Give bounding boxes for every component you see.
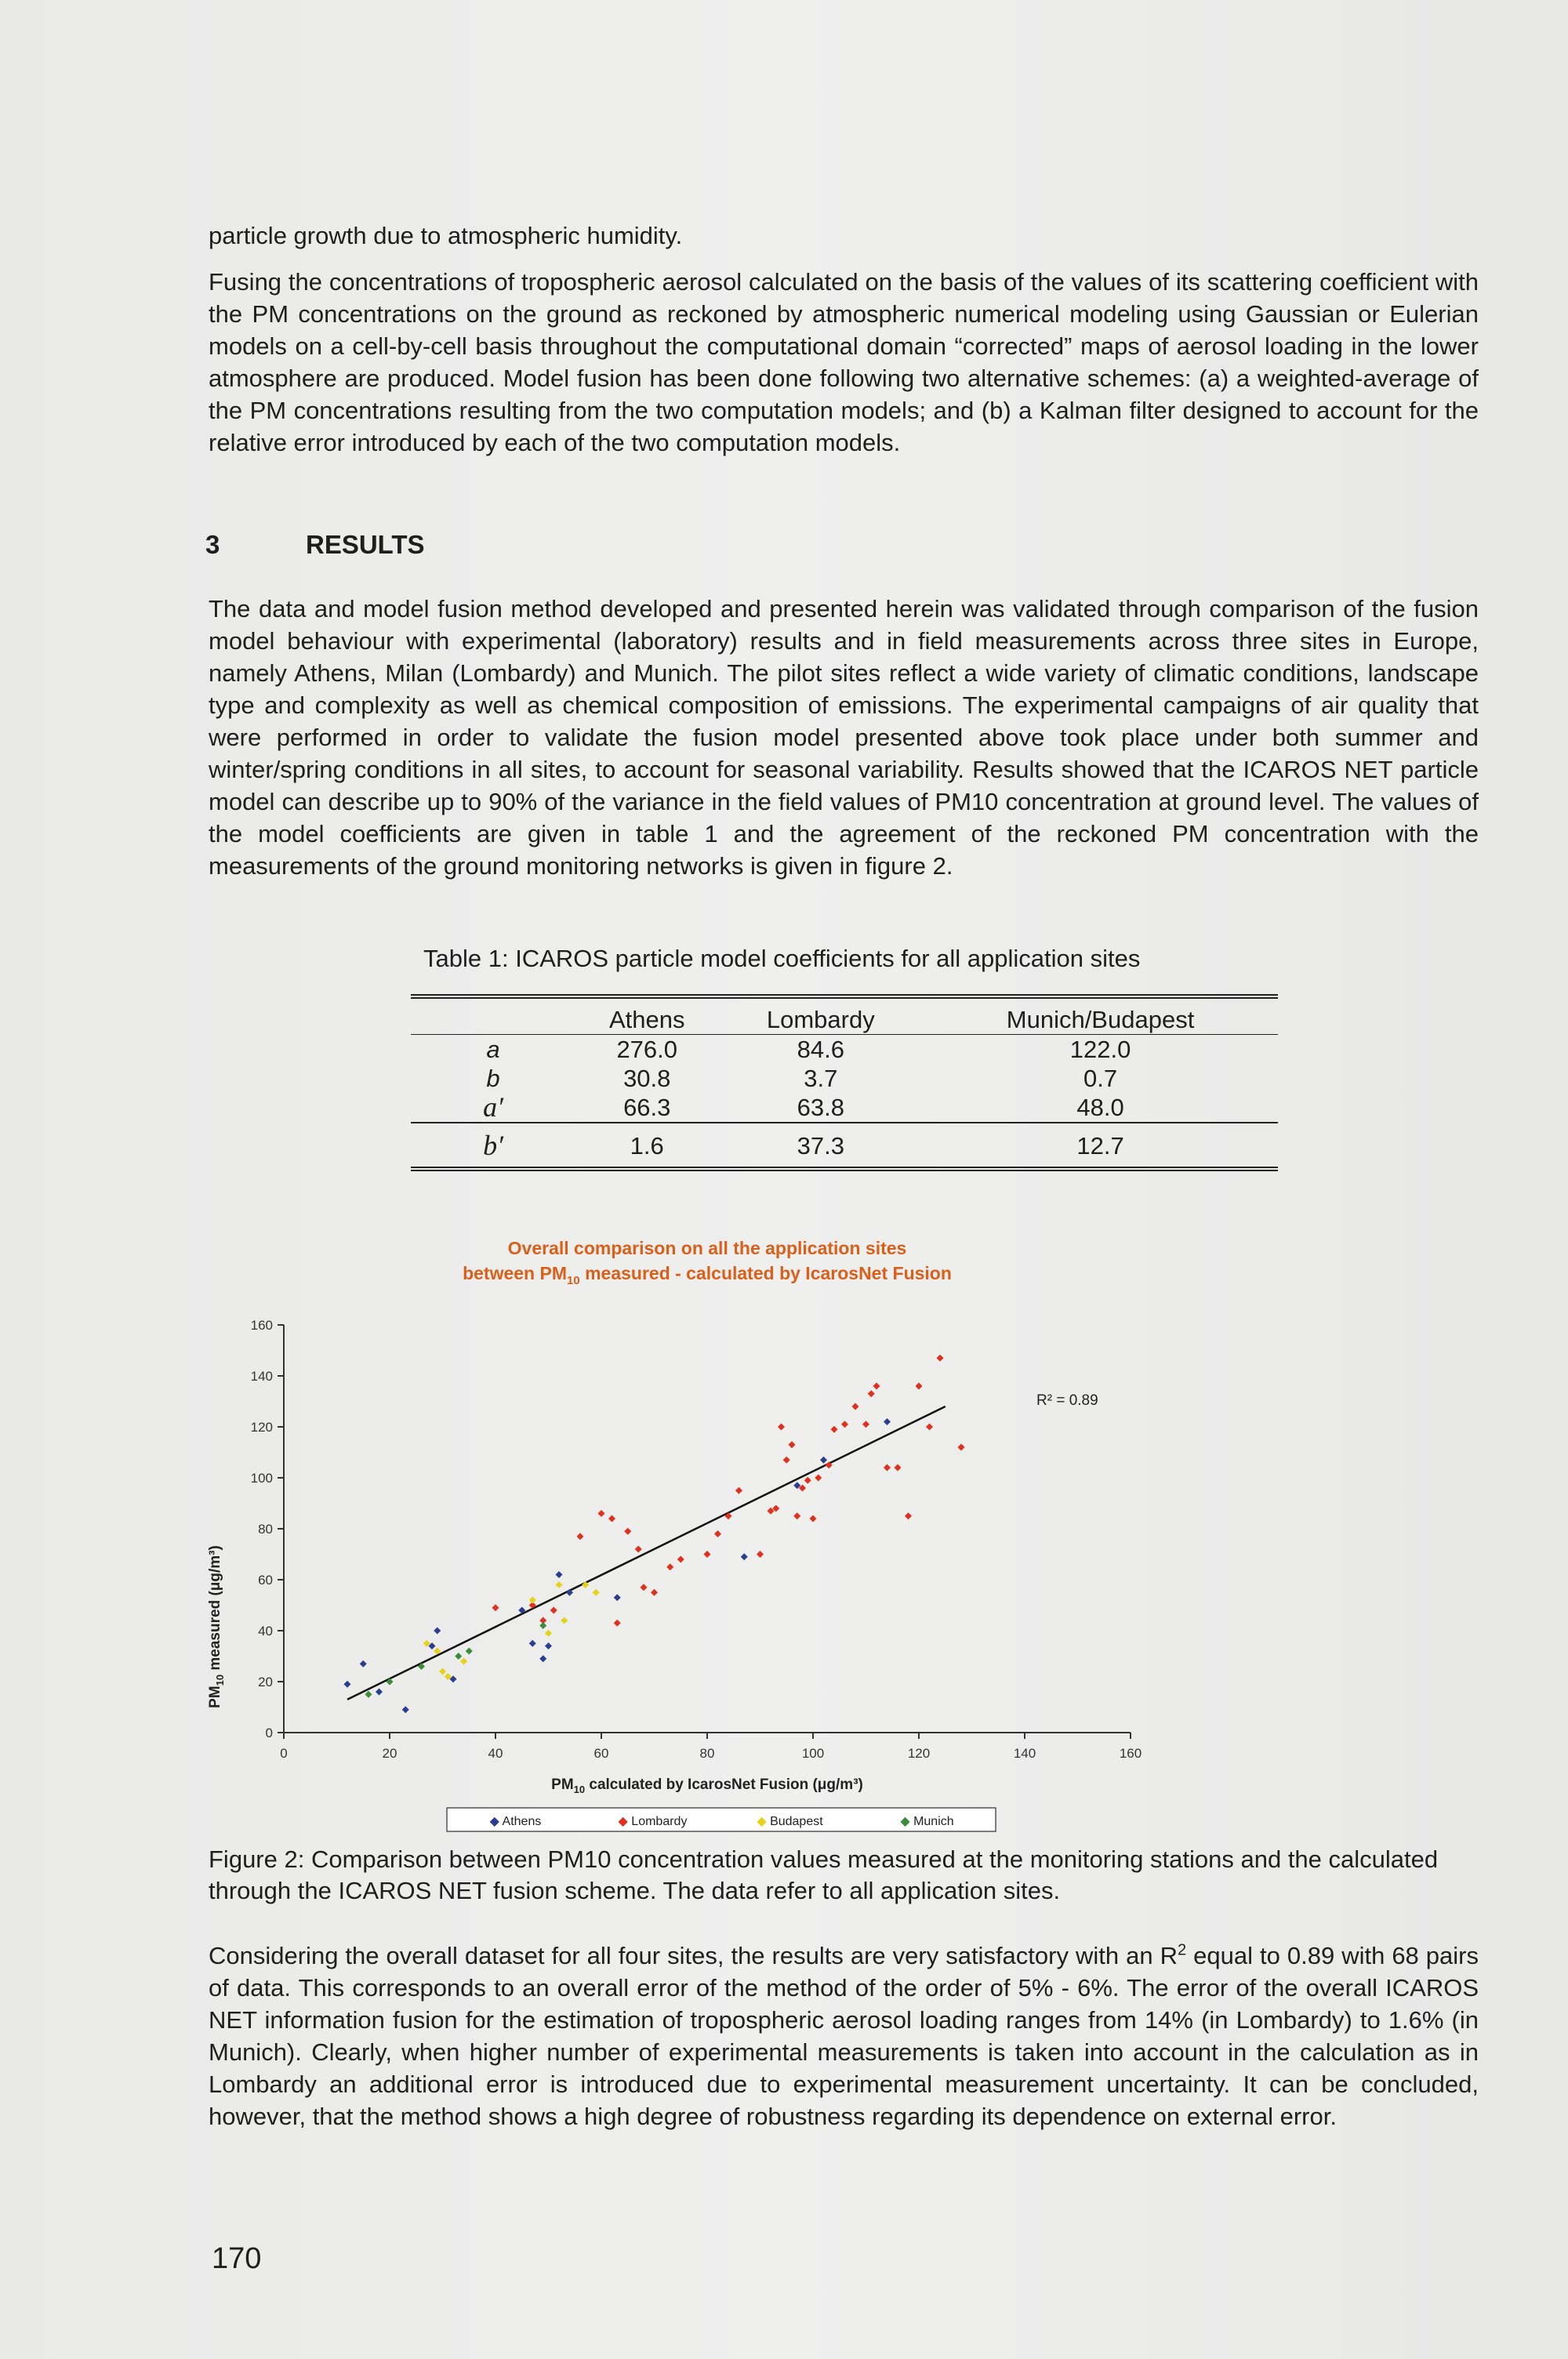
data-point	[757, 1551, 764, 1558]
data-point	[608, 1515, 615, 1522]
data-point	[916, 1383, 923, 1390]
data-point	[556, 1581, 563, 1588]
body-text-top	[209, 220, 1479, 459]
y-axis-label: $PM_{10}$ measured (μg/m³)	[207, 1545, 226, 1708]
table-cell: 0.7	[1083, 1065, 1118, 1092]
data-point	[539, 1655, 546, 1662]
data-point	[862, 1421, 869, 1428]
plot-area	[251, 1318, 1142, 1761]
y-tick-label: 140	[250, 1369, 273, 1384]
data-point	[704, 1551, 711, 1558]
data-point	[614, 1594, 621, 1601]
section-title: RESULTS	[306, 530, 425, 559]
data-point	[714, 1530, 721, 1537]
paragraph-3: Considering the overall dataset for all four sites, the results are very satisfactory with an $R^2$ equal to 0.89 with 68 pairs of data. This corresponds to an overall error of the method of the order of 5% - 6%. The error of the overall ICAROS NET information fusion for the estimation of tropospheric aerosol loading ranges from 14% (in Lombardy) to 1.6% (in Munich). Clearly, when higher number of experimental measurements is taken into account in the calculation as in Lombardy an additional error is introduced due to experimental measurement uncertainty. It can be concluded, however, that the method shows a high degree of robustness regarding its dependence on external error.	[209, 1941, 1479, 2130]
data-point	[873, 1383, 880, 1390]
data-point	[666, 1563, 673, 1570]
data-point	[778, 1424, 785, 1431]
data-point	[593, 1589, 600, 1596]
table-column-header: Munich/Budapest	[923, 996, 1278, 1035]
section-heading	[205, 530, 425, 560]
data-point	[360, 1660, 367, 1668]
y-tick-label: 160	[250, 1318, 273, 1333]
table-cell: 66.3	[623, 1094, 671, 1121]
x-tick-label: 60	[593, 1746, 609, 1761]
x-tick-label: 140	[1013, 1746, 1036, 1761]
table-row-label: b	[486, 1065, 500, 1092]
data-point	[529, 1640, 536, 1647]
data-point	[677, 1556, 684, 1563]
data-point	[492, 1604, 499, 1611]
data-point	[793, 1512, 800, 1519]
data-point	[895, 1464, 902, 1472]
legend-entry-munich: ◆ Munich	[900, 1815, 954, 1828]
y-tick-label: 120	[250, 1420, 273, 1435]
table-row	[411, 1123, 1278, 1169]
chart-title-line1: Overall comparison on all the application sites	[507, 1238, 907, 1258]
y-tick-label: 40	[258, 1624, 273, 1639]
table-cell: 37.3	[718, 1123, 923, 1169]
table-cell: 84.6	[797, 1036, 844, 1063]
data-point	[539, 1622, 546, 1629]
data-point	[545, 1642, 552, 1649]
data-point	[852, 1403, 859, 1410]
legend-entry-athens: ◆ Athens	[489, 1815, 542, 1828]
section-number: 3	[205, 530, 220, 559]
data-point	[434, 1628, 441, 1635]
trendline	[347, 1406, 946, 1700]
y-tick-label: 20	[258, 1675, 273, 1689]
data-point	[735, 1487, 742, 1494]
data-point	[815, 1475, 822, 1482]
data-point	[550, 1607, 557, 1614]
data-point	[641, 1584, 648, 1591]
data-point	[624, 1528, 631, 1535]
x-axis-label: $PM_{10}$ calculated by IcarosNet Fusion (μg/m³)	[551, 1777, 863, 1795]
data-point	[741, 1553, 748, 1560]
x-tick-label: 120	[907, 1746, 931, 1761]
paragraph-1: Fusing the concentrations of tropospheric aerosol calculated on the basis of the values of its scattering coefficient with the PM concentrations on the ground as reckoned by atmospheric numerical modeling using Gaussian or Eulerian models on a cell-by-cell basis throughout the computational domain “corrected” maps of aerosol loading in the lower atmosphere are produced. Model fusion has been done following two alternative schemes: (a) a weighted-average of the PM concentrations resulting from the two computation models; and (b) a Kalman filter designed to account for the relative error introduced by each of the two computation models.	[209, 268, 1479, 456]
series-athens	[344, 1418, 891, 1713]
data-point	[598, 1510, 605, 1517]
data-point	[905, 1512, 912, 1519]
body-text-conclusion	[209, 1940, 1479, 2132]
data-point	[810, 1515, 817, 1522]
table1-caption: Table 1: ICAROS particle model coefficients for all application sites	[423, 945, 1141, 972]
table-cell: 3.7	[804, 1065, 838, 1092]
table-row	[411, 1064, 1278, 1093]
data-point	[577, 1533, 584, 1540]
data-point	[820, 1457, 827, 1464]
data-point	[402, 1706, 409, 1713]
data-point	[789, 1441, 796, 1448]
data-point	[439, 1668, 446, 1675]
data-point	[365, 1691, 372, 1698]
data-point	[614, 1620, 621, 1627]
table-row-label: a′	[483, 1091, 503, 1123]
data-point	[783, 1457, 790, 1464]
data-point	[958, 1444, 965, 1451]
x-tick-label: 0	[280, 1746, 288, 1761]
x-tick-label: 160	[1119, 1746, 1142, 1761]
data-point	[804, 1477, 811, 1484]
table-row-label: a	[486, 1036, 500, 1063]
table-column-header: Athens	[575, 996, 718, 1035]
table-row	[411, 1093, 1278, 1123]
x-tick-label: 80	[699, 1746, 715, 1761]
y-tick-label: 100	[250, 1471, 273, 1486]
data-point	[545, 1630, 552, 1637]
series-budapest	[423, 1581, 600, 1680]
data-point	[635, 1546, 642, 1553]
data-point	[561, 1617, 568, 1624]
r-squared-label: R² = 0.89	[1036, 1392, 1098, 1409]
data-point	[831, 1426, 838, 1433]
data-point	[466, 1648, 473, 1655]
table-cell: 276.0	[616, 1036, 678, 1063]
table-corner-cell	[411, 996, 575, 1035]
data-point	[926, 1424, 933, 1431]
paragraph-2: The data and model fusion method developed and presented herein was validated through comparison of the fusion model behaviour with experimental (laboratory) results and in field measurements across three sites in Europe, namely Athens, Milan (Lombardy) and Munich. The pilot sites reflect a wide variety of climatic conditions, landscape type and complexity as well as chemical composition of emissions. The experimental campaigns of air quality that were performed in order to validate the fusion model presented above took place under both summer and winter/spring conditions in all sites, to account for seasonal variability. Results showed that the ICAROS NET particle model can describe up to 90% of the variance in the field values of PM10 concentration at ground level. The values of the model coefficients are given in table 1 and the agreement of the reckoned PM concentration with the measurements of the ground monitoring networks is given in figure 2.	[209, 595, 1479, 880]
data-point	[344, 1681, 351, 1688]
figure2-caption: Figure 2: Comparison between PM10 concentration values measured at the monitoring stations and the calculated through the ICAROS NET fusion scheme. The data refer to all application sites.	[209, 1845, 1439, 1904]
x-tick-label: 100	[801, 1746, 825, 1761]
data-point	[376, 1689, 383, 1696]
table-column-header: Lombardy	[718, 996, 923, 1035]
chart-legend	[447, 1808, 996, 1831]
body-text-results	[209, 593, 1479, 882]
table-row-label: b′	[411, 1123, 575, 1169]
data-point	[841, 1421, 848, 1428]
coefficients-table	[411, 994, 1278, 1171]
x-tick-label: 20	[382, 1746, 397, 1761]
data-point	[884, 1418, 891, 1425]
data-point	[937, 1355, 944, 1362]
table-cell: 48.0	[1076, 1094, 1124, 1121]
series-lombardy	[492, 1355, 965, 1627]
data-point	[460, 1658, 467, 1665]
paragraph-0: particle growth due to atmospheric humidity.	[209, 222, 683, 249]
chart-title-line2: between $PM_{10}$ measured - calculated by IcarosNet Fusion	[463, 1263, 952, 1287]
table-cell: 122.0	[1069, 1036, 1131, 1063]
scatter-chart	[196, 1231, 1168, 1842]
y-tick-label: 60	[258, 1573, 273, 1588]
data-point	[455, 1653, 462, 1660]
y-tick-label: 80	[258, 1522, 273, 1537]
y-tick-label: 0	[265, 1726, 273, 1740]
table-cell: 63.8	[797, 1094, 844, 1121]
table-cell: 30.8	[623, 1065, 671, 1092]
data-point	[651, 1589, 658, 1596]
page-number: 170	[212, 2242, 262, 2275]
table-cell: 12.7	[923, 1123, 1278, 1169]
data-point	[884, 1464, 891, 1472]
x-tick-label: 40	[488, 1746, 503, 1761]
data-point	[556, 1571, 563, 1578]
table-row	[411, 1035, 1278, 1065]
data-point	[529, 1597, 536, 1604]
legend-entry-budapest: ◆ Budapest	[757, 1815, 823, 1828]
table-cell: 1.6	[575, 1123, 718, 1169]
data-point	[868, 1390, 875, 1397]
legend-entry-lombardy: ◆ Lombardy	[618, 1815, 688, 1828]
series-munich	[365, 1622, 547, 1698]
